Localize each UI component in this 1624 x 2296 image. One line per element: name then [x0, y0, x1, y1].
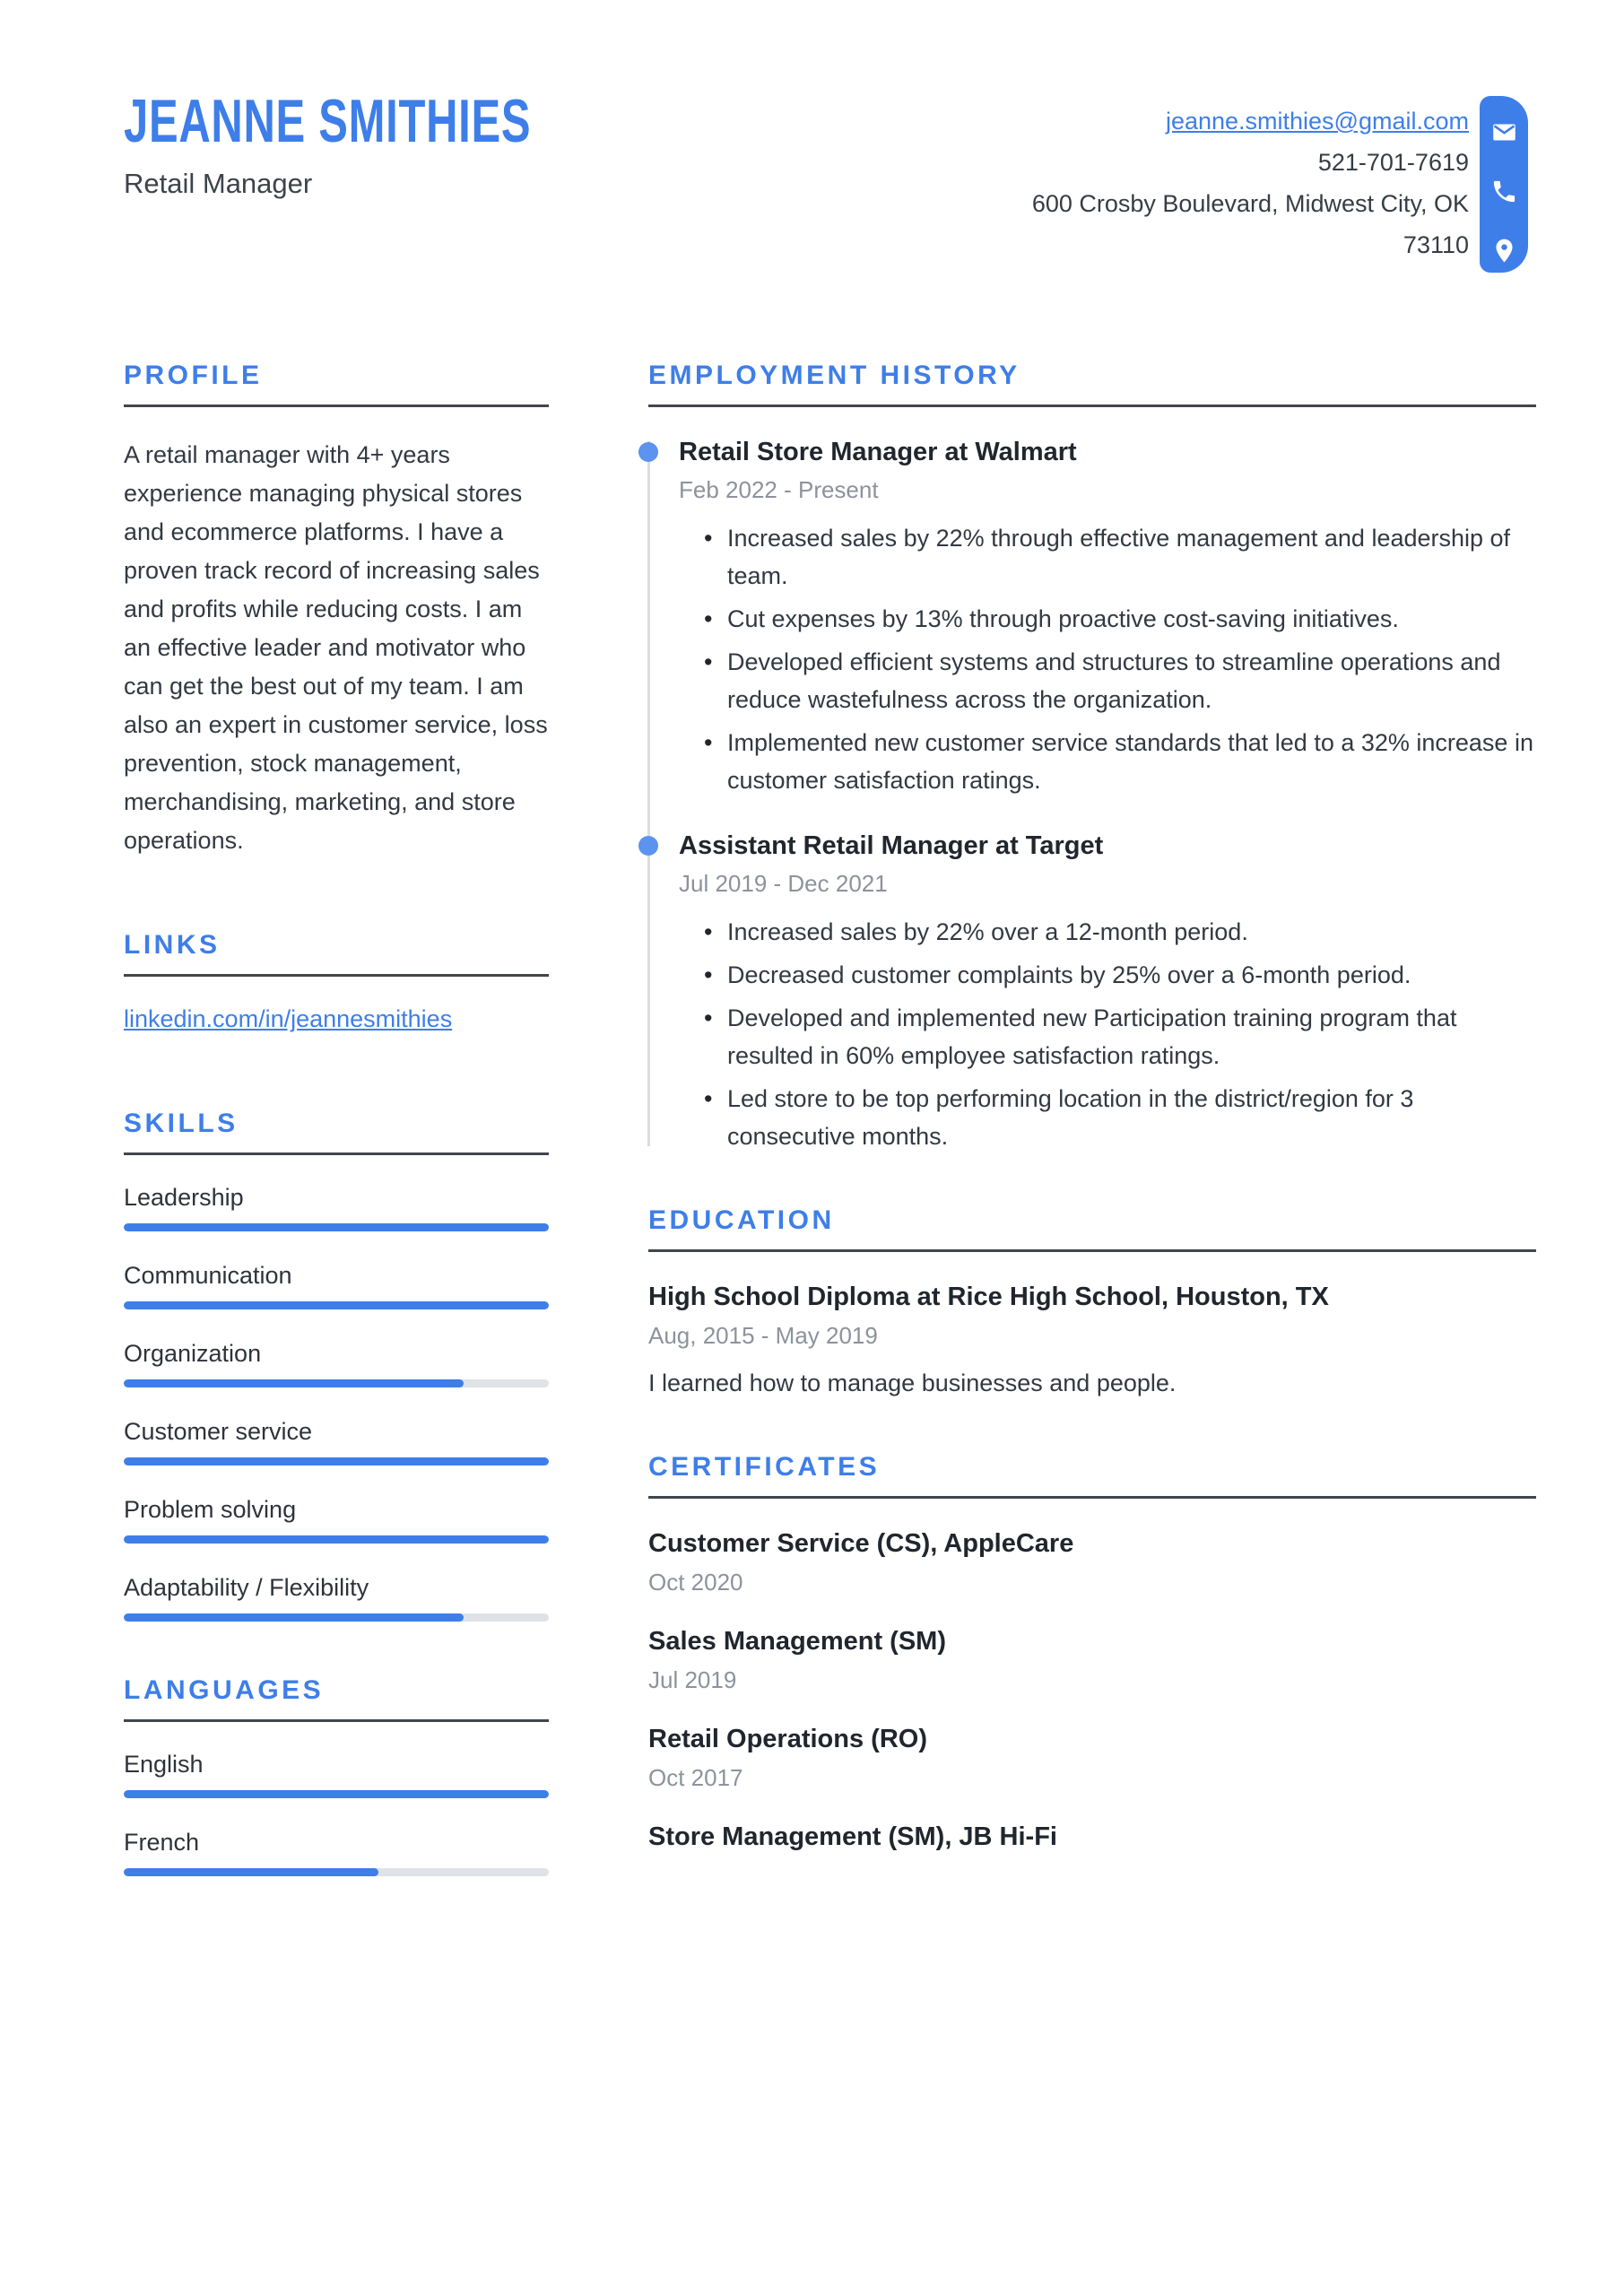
right-column [648, 361, 1536, 1853]
certificate-title: Customer Service (CS), AppleCare [648, 1529, 1074, 1558]
job-bullet: • Increased sales by 22% through effective management and leadership of team. [679, 519, 1536, 595]
skill-bar [124, 1301, 549, 1309]
header [124, 87, 690, 200]
skill-bar [124, 1535, 549, 1544]
contact-icon-rail [1480, 96, 1528, 273]
certificate-date: Oct 2017 [648, 1764, 743, 1791]
job-bullet-list [679, 519, 1536, 799]
profile-text: A retail manager with 4+ years experience managing physical stores and ecommerce platforms. I have a proven track record of increasing sales and profits while reducing costs. I am an effective leader and motivator who can get the best out of my team. I am also an expert in customer service, loss prevention, stock management, merchandising, marketing, and store operations. [124, 441, 548, 854]
employment-timeline [648, 436, 1536, 1155]
skill-name: Leadership [124, 1184, 244, 1211]
skill-bar [124, 1223, 549, 1231]
job-bullet: • Developed efficient systems and structures to streamline operations and reduce wastefulness across the organization. [679, 643, 1536, 718]
job-bullet: • Increased sales by 22% over a 12-month period. [679, 913, 1536, 951]
contact-address-line2: 73110 [1403, 231, 1469, 258]
employment-heading: EMPLOYMENT HISTORY [648, 361, 1536, 407]
job-bullet: • Cut expenses by 13% through proactive cost-saving initiatives. [679, 600, 1536, 638]
contact-phone: 521-701-7619 [1317, 149, 1469, 176]
certificate-date: Oct 2020 [648, 1569, 743, 1596]
education-title: High School Diploma at Rice High School, Houston, TX [648, 1283, 1329, 1311]
language-item [124, 1829, 549, 1876]
skill-item [124, 1262, 549, 1309]
email-link[interactable]: jeanne.smithies@gmail.com [1165, 108, 1469, 135]
skill-bar-fill [124, 1613, 464, 1622]
links-heading: LINKS [124, 930, 549, 977]
certificate-entry [648, 1527, 1536, 1596]
language-bar [124, 1790, 549, 1798]
skill-bar-fill [124, 1223, 549, 1231]
skill-item [124, 1496, 549, 1544]
profile-heading: PROFILE [124, 361, 549, 407]
skill-item [124, 1340, 549, 1387]
envelope-icon [1490, 118, 1518, 146]
language-bar [124, 1868, 549, 1876]
education-heading: EDUCATION [648, 1205, 1536, 1252]
section-profile [124, 361, 549, 860]
section-education [648, 1205, 1536, 1402]
job-title: Assistant Retail Manager at Target [679, 831, 1104, 860]
location-icon [1490, 237, 1518, 265]
certificate-entry [648, 1821, 1536, 1853]
certificate-title: Sales Management (SM) [648, 1627, 946, 1656]
skill-bar-fill [124, 1457, 549, 1465]
job-bullet: • Decreased customer complaints by 25% over a 6-month period. [679, 956, 1536, 994]
skill-name: Communication [124, 1262, 292, 1289]
language-name: French [124, 1829, 200, 1856]
skill-item [124, 1184, 549, 1231]
education-dates: Aug, 2015 - May 2019 [648, 1322, 878, 1349]
contact-address-line1: 600 Crosby Boulevard, Midwest City, OK [1031, 190, 1469, 217]
language-item [124, 1751, 549, 1798]
job-bullet: • Developed and implemented new Participation training program that resulted in 60% employee satisfaction ratings. [679, 999, 1536, 1074]
skill-bar [124, 1379, 549, 1387]
language-bar-fill [124, 1790, 549, 1798]
skill-name: Adaptability / Flexibility [124, 1574, 369, 1601]
certificate-title: Store Management (SM), JB Hi-Fi [648, 1822, 1057, 1851]
section-languages [124, 1675, 549, 1876]
skills-heading: SKILLS [124, 1109, 549, 1155]
header-job-title: Retail Manager [124, 168, 313, 200]
skill-item [124, 1418, 549, 1465]
job-dates: Feb 2022 - Present [679, 476, 879, 503]
job-entry [648, 436, 1536, 799]
certificate-date: Jul 2019 [648, 1666, 737, 1693]
skill-name: Customer service [124, 1418, 313, 1445]
job-entry [648, 830, 1536, 1155]
skill-item [124, 1574, 549, 1622]
certificates-heading: CERTIFICATES [648, 1452, 1536, 1499]
certificate-title: Retail Operations (RO) [648, 1725, 927, 1753]
education-entry [648, 1281, 1536, 1402]
timeline-dot [638, 442, 658, 462]
skill-bar [124, 1613, 549, 1622]
skill-bar-fill [124, 1301, 549, 1309]
certificate-entry [648, 1723, 1536, 1792]
section-skills [124, 1109, 549, 1622]
job-bullet-list [679, 913, 1536, 1155]
phone-icon [1490, 178, 1518, 205]
contact-email-row [1032, 100, 1469, 142]
certificate-entry [648, 1625, 1536, 1694]
contact-block [1032, 100, 1469, 265]
skill-name: Organization [124, 1340, 262, 1367]
job-title: Retail Store Manager at Walmart [679, 438, 1077, 466]
skill-bar-fill [124, 1535, 549, 1544]
skill-bar [124, 1457, 549, 1465]
languages-heading: LANGUAGES [124, 1675, 549, 1722]
section-certificates [648, 1452, 1536, 1853]
page-title: JEANNE SMITHIES [124, 87, 532, 155]
language-name: English [124, 1751, 204, 1778]
timeline-dot [638, 836, 658, 856]
left-column [124, 361, 549, 1876]
job-bullet: • Implemented new customer service standards that led to a 32% increase in customer satisfaction ratings. [679, 724, 1536, 799]
job-dates: Jul 2019 - Dec 2021 [679, 870, 888, 897]
job-bullet: • Led store to be top performing location in the district/region for 3 consecutive months. [679, 1080, 1536, 1155]
linkedin-link[interactable]: linkedin.com/in/jeannesmithies [124, 1005, 453, 1032]
education-description: I learned how to manage businesses and people. [648, 1370, 1177, 1396]
skill-bar-fill [124, 1379, 464, 1387]
language-bar-fill [124, 1868, 378, 1876]
section-links [124, 930, 549, 1033]
skill-name: Problem solving [124, 1496, 297, 1523]
section-employment [648, 361, 1536, 1155]
